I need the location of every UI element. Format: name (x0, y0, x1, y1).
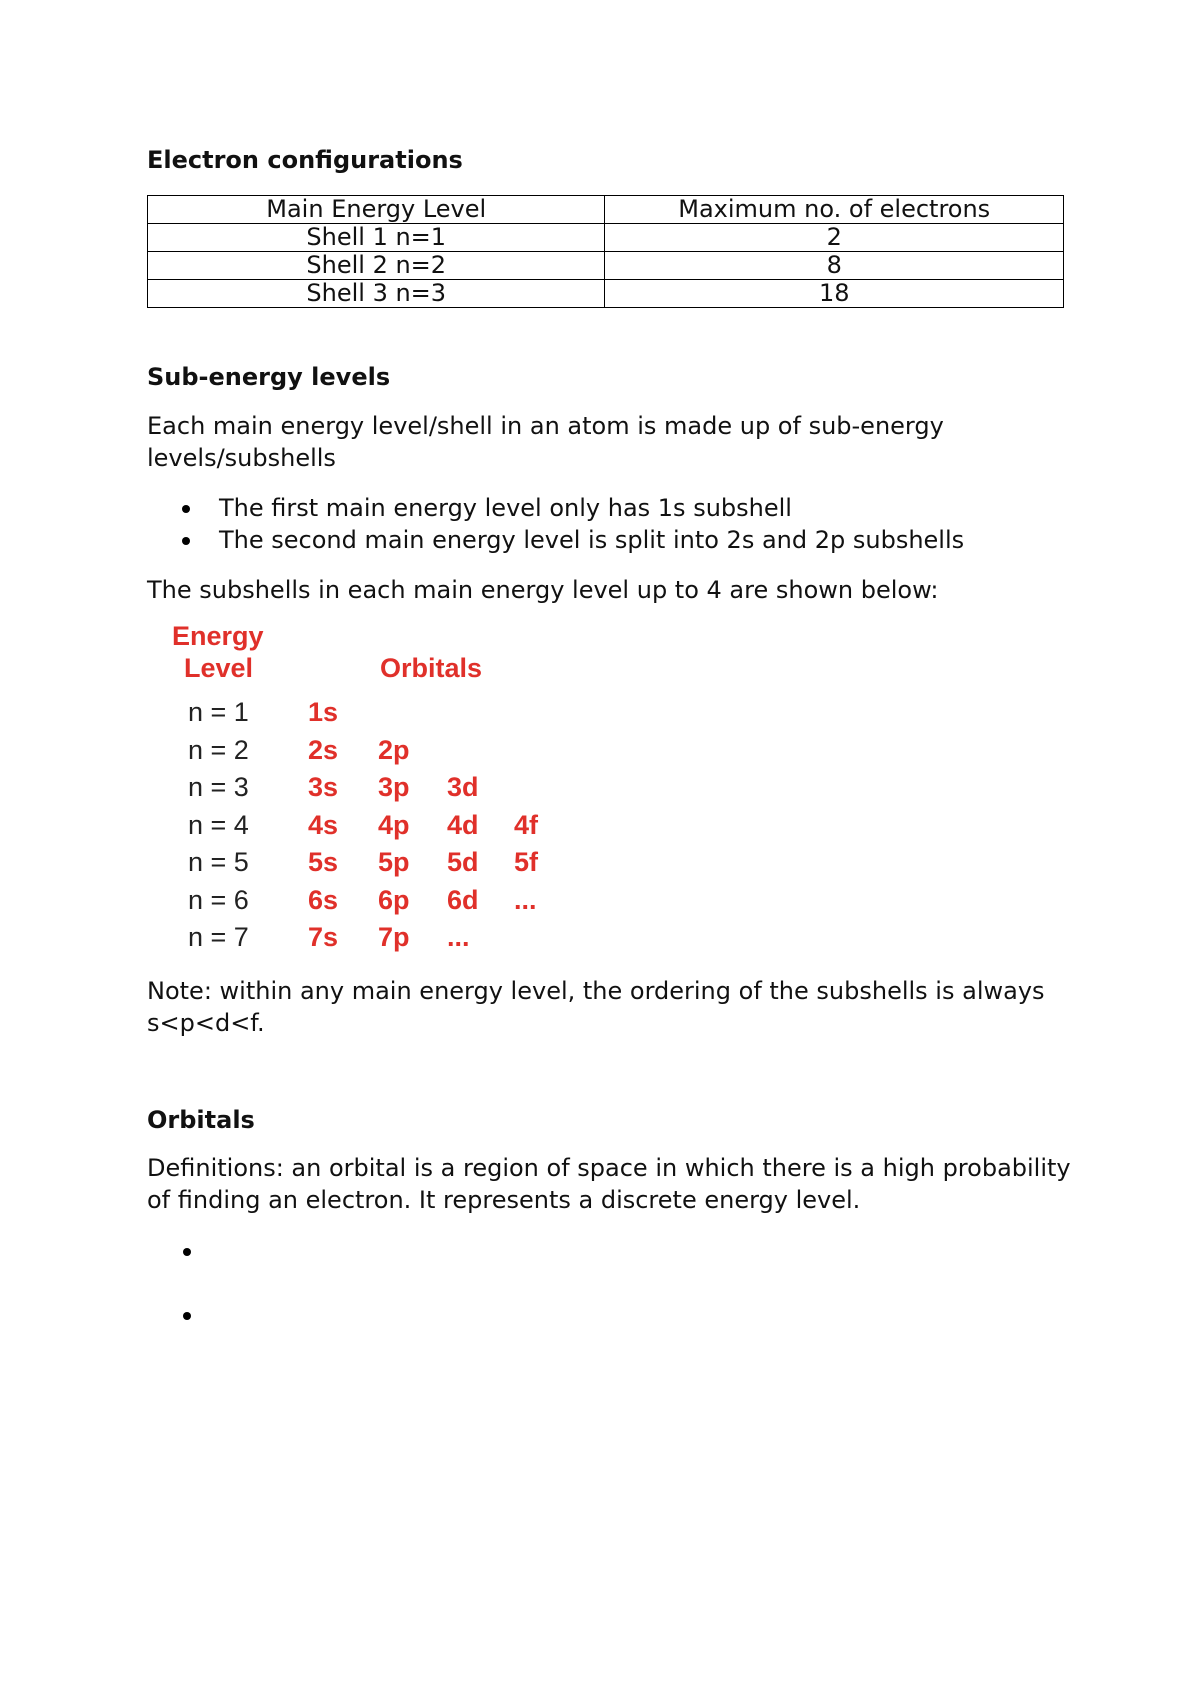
orbital-label: 5s (308, 847, 339, 877)
table-cell-electrons: 8 (605, 252, 1064, 280)
orbital-label: 4p (378, 809, 410, 840)
orbital-label: ... (514, 884, 537, 915)
list-item-text: The second main energy level is split into 2s and 2p subshells (219, 526, 965, 554)
energy-level-label: n = 7 (188, 922, 249, 952)
orbital-label: 3p (378, 772, 410, 802)
orbital-label: 3d (447, 772, 479, 802)
table-cell-shell: Shell 1 n=1 (148, 224, 605, 252)
orbital-label: 6p (378, 884, 410, 915)
bullet-icon (182, 537, 190, 545)
orbital-label: 7s (308, 922, 339, 952)
figure-header-orbitals: Orbitals (380, 653, 483, 683)
subshell-lead-text: The subshells in each main energy level up to 4 are shown below: (147, 576, 939, 604)
list-item-text: The first main energy level only has 1s subshell (219, 494, 792, 522)
orbital-label: 6s (308, 884, 339, 915)
table-row (148, 252, 1064, 280)
orbital-definition-text: Definitions: an orbital is a region of space in which there is a high probability of finding an electron. It represents a discrete energy level. (147, 1154, 1071, 1214)
table-cell-electrons: 2 (605, 224, 1064, 252)
energy-level-label: n = 1 (188, 697, 249, 727)
table-cell-electrons: 18 (605, 280, 1064, 308)
orbital-label: 2p (378, 734, 410, 765)
orbital-label: 3s (308, 772, 339, 802)
heading-electron-configurations: Electron configurations (147, 146, 463, 174)
orbital-figure (150, 620, 570, 960)
orbital-label: 5p (378, 847, 410, 877)
table-row (148, 224, 1064, 252)
bullet-icon (182, 505, 190, 513)
orbital-label: 4f (514, 809, 539, 840)
bullet-icon (183, 1248, 191, 1256)
subshell-intro-text: Each main energy level/shell in an atom is made up of sub-energy levels/subshells (147, 412, 944, 472)
table-header-row (148, 196, 1064, 224)
table-row (148, 280, 1064, 308)
energy-level-label: n = 3 (188, 772, 249, 802)
orbital-label: 7p (378, 922, 410, 952)
figure-header-level: Level (184, 653, 254, 683)
energy-level-label: n = 6 (188, 884, 249, 915)
orbital-label: 5f (514, 847, 539, 877)
orbital-label: 6d (447, 884, 479, 915)
shell-capacity-table (147, 195, 1064, 308)
orbital-label: 5d (447, 847, 479, 877)
orbital-label: 4s (308, 809, 339, 840)
table-header-cell: Main Energy Level (148, 196, 605, 224)
list-item (147, 492, 1077, 524)
orbital-label: ... (447, 922, 470, 952)
energy-level-label: n = 5 (188, 847, 249, 877)
table-header-cell: Maximum no. of electrons (605, 196, 1064, 224)
energy-level-label: n = 2 (188, 734, 249, 765)
subshell-order-note: Note: within any main energy level, the ordering of the subshells is always s<p<d<f. (147, 977, 1045, 1037)
orbital-label: 1s (308, 697, 339, 727)
table-cell-shell: Shell 3 n=3 (148, 280, 605, 308)
orbital-label: 2s (308, 734, 339, 765)
figure-header-energy: Energy (172, 621, 264, 651)
list-item (147, 524, 1077, 556)
heading-orbitals: Orbitals (147, 1106, 255, 1134)
energy-level-label: n = 4 (188, 809, 249, 840)
heading-sub-energy-levels: Sub-energy levels (147, 363, 391, 391)
orbital-label: 4d (447, 809, 479, 840)
subshell-bullet-list (147, 492, 1077, 556)
bullet-icon (183, 1312, 191, 1320)
table-cell-shell: Shell 2 n=2 (148, 252, 605, 280)
